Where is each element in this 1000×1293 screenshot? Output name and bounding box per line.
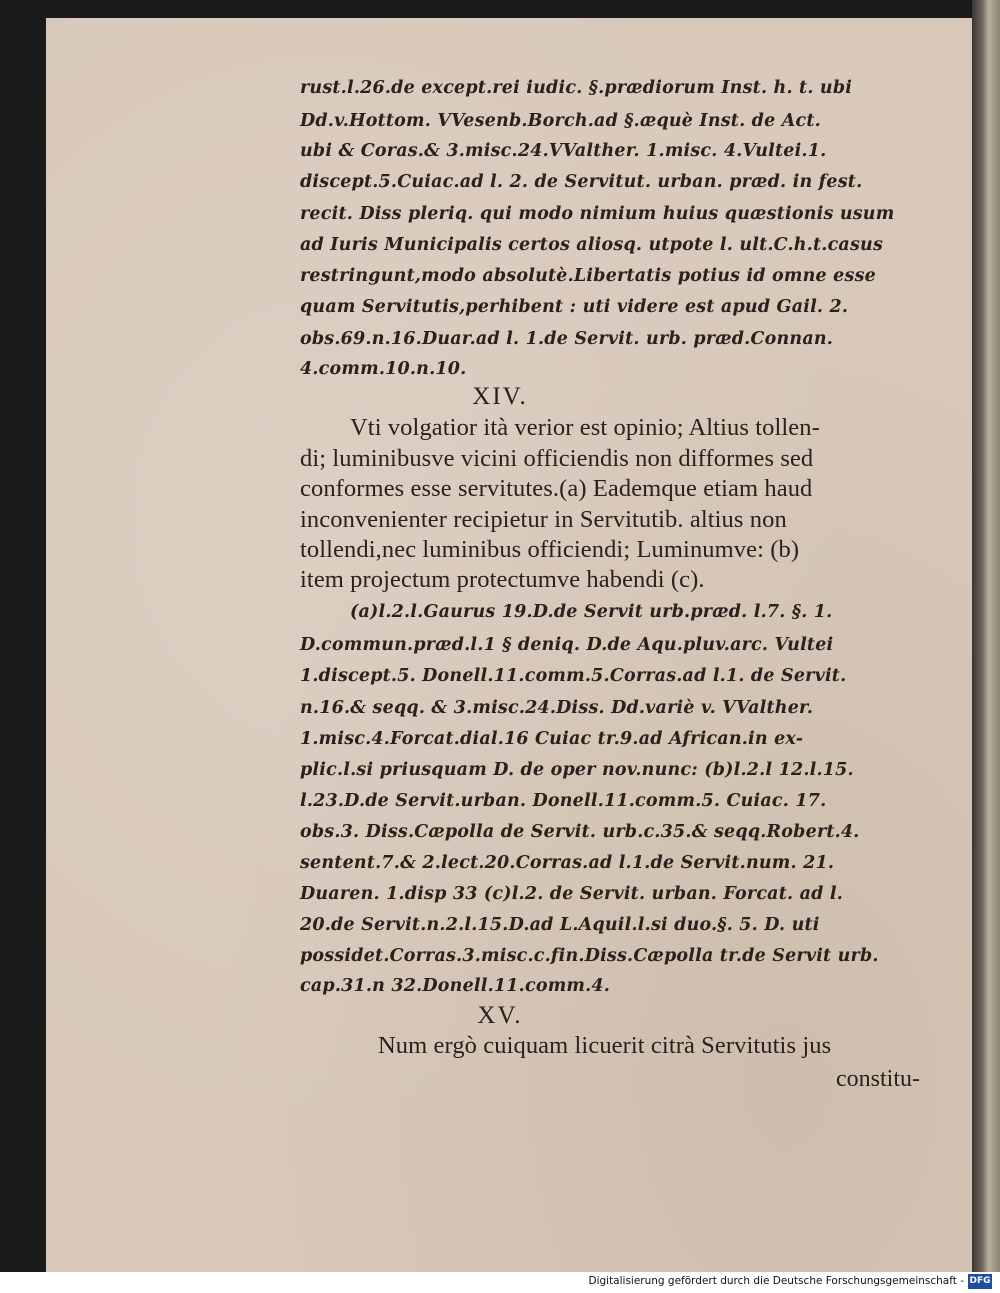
note-line: 20.de Servit.n.2.l.15.D.ad L.Aquil.l.si duo.§. 5. D. uti <box>300 915 820 935</box>
page-edge <box>972 0 1000 1272</box>
body-line: di; luminibusve vicini officiendis non difformes sed <box>300 445 814 472</box>
note-line: 4.comm.10.n.10. <box>300 359 467 379</box>
body-line: item projectum protectumve habendi (c). <box>300 566 705 593</box>
section-heading-xiv: XIV. <box>472 383 528 410</box>
note-line: Dd.v.Hottom. VVesenb.Borch.ad §.æquè Inst. de Act. <box>300 111 821 131</box>
body-line: tollendi,nec luminibus officiendi; Luminumve: (b) <box>300 536 800 563</box>
note-line: obs.69.n.16.Duar.ad l. 1.de Servit. urb. præd.Connan. <box>300 329 834 349</box>
footer-credit: Digitalisierung gefördert durch die Deutsche Forschungsgemeinschaft - <box>588 1275 964 1287</box>
section-heading-xv: XV. <box>477 1002 523 1029</box>
note-line: n.16.& seqq. & 3.misc.24.Diss. Dd.variè v. VValther. <box>300 698 814 718</box>
note-line: cap.31.n 32.Donell.11.comm.4. <box>300 976 611 996</box>
note-line: (a)l.2.l.Gaurus 19.D.de Servit urb.præd. l.7. §. 1. <box>350 602 833 622</box>
dfg-logo-icon: DFG <box>968 1274 992 1289</box>
note-line: l.23.D.de Servit.urban. Donell.11.comm.5. Cuiac. 17. <box>300 791 827 811</box>
note-line: ubi & Coras.& 3.misc.24.VValther. 1.misc. 4.Vultei.1. <box>300 141 827 161</box>
note-line: discept.5.Cuiac.ad l. 2. de Servitut. urban. præd. in fest. <box>300 172 863 192</box>
note-line: 1.discept.5. Donell.11.comm.5.Corras.ad l.1. de Servit. <box>300 666 847 686</box>
note-line: plic.l.si priusquam D. de oper nov.nunc: (b)l.2.l 12.l.15. <box>300 760 854 780</box>
body-line: conformes esse servitutes.(a) Eademque etiam haud <box>300 475 813 502</box>
body-line: Vti volgatior ità verior est opinio; Altius tollen- <box>350 414 820 441</box>
note-line: Duaren. 1.disp 33 (c)l.2. de Servit. urban. Forcat. ad l. <box>300 884 843 904</box>
note-line: rust.l.26.de except.rei iudic. §.prædiorum Inst. h. t. ubi <box>300 78 853 98</box>
note-line: quam Servitutis,perhibent : uti videre est apud Gail. 2. <box>300 297 849 317</box>
note-line: possidet.Corras.3.misc.c.fin.Diss.Cæpolla tr.de Servit urb. <box>300 946 879 966</box>
note-line: obs.3. Diss.Cæpolla de Servit. urb.c.35.& seqq.Robert.4. <box>300 822 860 842</box>
footer-bar <box>0 1272 1000 1293</box>
note-line: sentent.7.& 2.lect.20.Corras.ad l.1.de Servit.num. 21. <box>300 853 835 873</box>
note-line: D.commun.præd.l.1 § deniq. D.de Aqu.pluv.arc. Vultei <box>300 635 834 655</box>
note-line: recit. Diss pleriq. qui modo nimium huius quæstionis usum <box>300 204 895 224</box>
note-line: ad Iuris Municipalis certos aliosq. utpote l. ult.C.h.t.casus <box>300 235 884 255</box>
note-line: restringunt,modo absolutè.Libertatis potius id omne esse <box>300 266 876 286</box>
body-line: inconvenienter recipietur in Servitutib. altius non <box>300 506 787 533</box>
note-line: 1.misc.4.Forcat.dial.16 Cuiac tr.9.ad African.in ex- <box>300 729 804 749</box>
body-line: Num ergò cuiquam licuerit citrà Servitutis jus <box>378 1032 832 1059</box>
catchword: constitu- <box>836 1066 920 1092</box>
